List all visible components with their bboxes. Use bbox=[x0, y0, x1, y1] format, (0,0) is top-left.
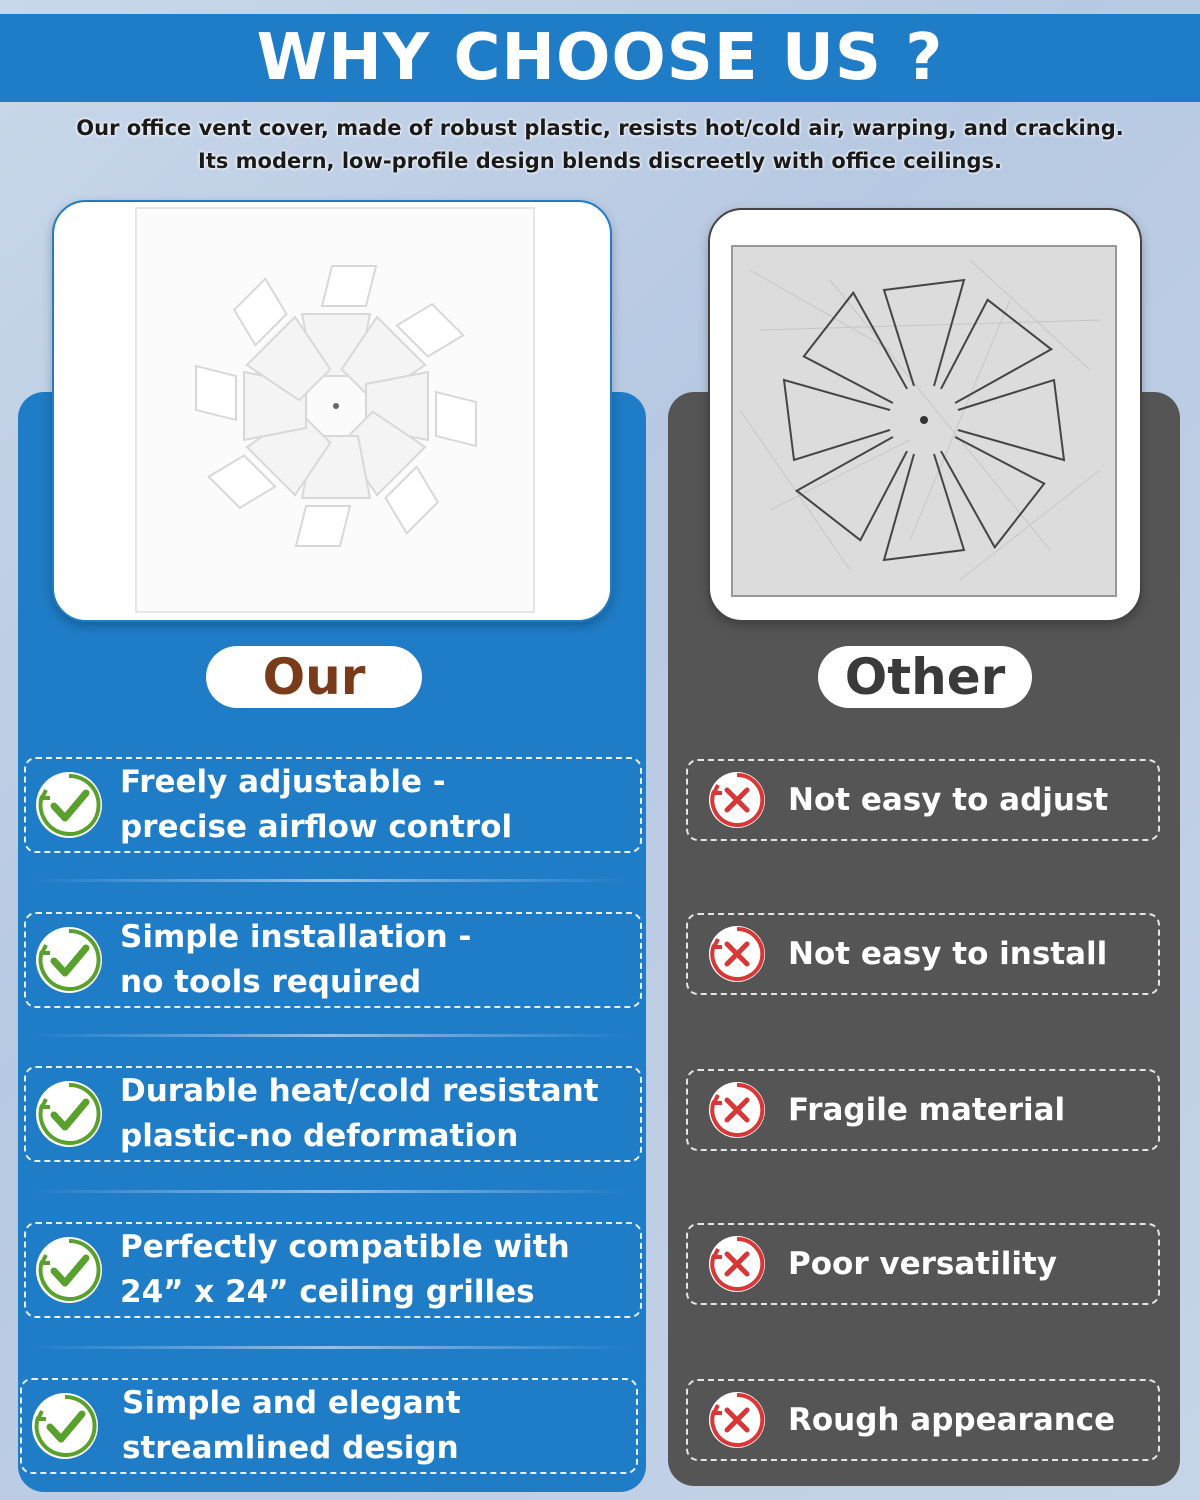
our-feature-line: 24” x 24” ceiling grilles bbox=[120, 1274, 535, 1310]
divider bbox=[30, 1190, 630, 1193]
other-feature-item bbox=[686, 1379, 1160, 1461]
our-feature-item bbox=[20, 1378, 638, 1474]
other-feature-text: Not easy to adjust bbox=[788, 781, 1109, 818]
our-feature-line: Simple installation - bbox=[120, 919, 472, 955]
other-feature-text: Not easy to install bbox=[788, 935, 1108, 972]
our-feature-text bbox=[120, 1225, 570, 1315]
title-banner bbox=[0, 14, 1200, 102]
subtitle bbox=[0, 112, 1200, 178]
our-feature-item bbox=[24, 1066, 642, 1162]
cross-circle-icon bbox=[706, 769, 768, 831]
our-feature-item bbox=[24, 1222, 642, 1318]
other-product-image-card bbox=[708, 208, 1142, 622]
our-feature-line: Simple and elegant bbox=[122, 1385, 461, 1421]
our-feature-text bbox=[120, 915, 471, 1005]
cross-circle-icon bbox=[706, 1389, 768, 1451]
our-feature-line: plastic-no deformation bbox=[120, 1118, 519, 1154]
divider bbox=[30, 1034, 630, 1037]
divider bbox=[30, 879, 630, 882]
our-feature-text bbox=[120, 760, 512, 850]
check-circle-icon bbox=[32, 1077, 106, 1151]
other-label: Other bbox=[818, 646, 1032, 708]
check-circle-icon bbox=[32, 768, 106, 842]
our-vent-cover-image bbox=[54, 202, 610, 620]
our-feature-text bbox=[122, 1381, 461, 1471]
cross-circle-icon bbox=[706, 1233, 768, 1295]
subtitle-line: Its modern, low-profile design blends discreetly with office ceilings. bbox=[198, 149, 1002, 173]
other-feature-item bbox=[686, 1069, 1160, 1151]
our-feature-line: streamlined design bbox=[122, 1430, 459, 1466]
our-feature-line: Durable heat/cold resistant bbox=[120, 1073, 599, 1109]
our-feature-item bbox=[24, 757, 642, 853]
our-feature-line: Freely adjustable - bbox=[120, 764, 446, 800]
our-feature-line: no tools required bbox=[120, 964, 422, 1000]
divider bbox=[30, 1346, 630, 1349]
other-feature-text: Rough appearance bbox=[788, 1401, 1116, 1438]
our-feature-text bbox=[120, 1069, 599, 1159]
our-product-image-card bbox=[52, 200, 612, 622]
cross-circle-icon bbox=[706, 1079, 768, 1141]
other-feature-text: Poor versatility bbox=[788, 1245, 1058, 1282]
page-title: WHY CHOOSE US ? bbox=[256, 21, 944, 95]
our-label: Our bbox=[206, 646, 422, 708]
other-feature-item bbox=[686, 759, 1160, 841]
our-feature-line: Perfectly compatible with bbox=[120, 1229, 570, 1265]
other-feature-text: Fragile material bbox=[788, 1091, 1066, 1128]
other-feature-item bbox=[686, 913, 1160, 995]
check-circle-icon bbox=[32, 923, 106, 997]
other-feature-item bbox=[686, 1223, 1160, 1305]
check-circle-icon bbox=[32, 1233, 106, 1307]
check-circle-icon bbox=[28, 1389, 102, 1463]
our-feature-line: precise airflow control bbox=[120, 809, 513, 845]
our-feature-item bbox=[24, 912, 642, 1008]
cross-circle-icon bbox=[706, 923, 768, 985]
other-vent-cover-image bbox=[710, 210, 1140, 620]
subtitle-line: Our office vent cover, made of robust plastic, resists hot/cold air, warping, and cracking. bbox=[76, 116, 1124, 140]
